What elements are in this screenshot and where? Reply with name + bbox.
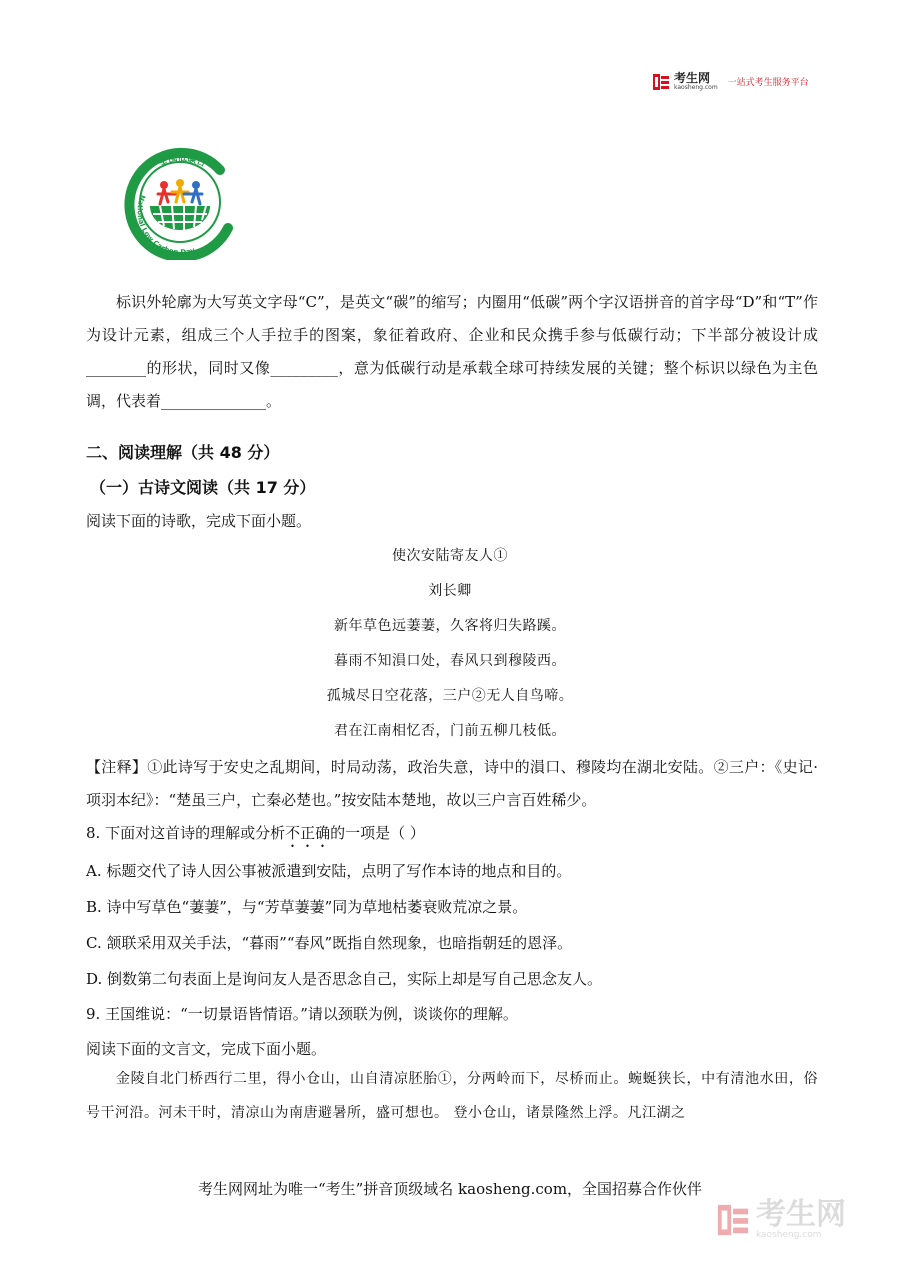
watermark-name: 考生网 — [756, 1197, 846, 1232]
poem-line: 暮雨不知溳口处，春风只到穆陵西。 — [334, 653, 566, 669]
brand-slogan: 一站式考生服务平台 — [727, 78, 809, 88]
watermark — [716, 1197, 846, 1240]
brand-domain: kaosheng.com — [674, 84, 718, 91]
question-8-prefix: 8. 下面对这首诗的理解或分析 — [86, 824, 286, 842]
emblem-description-paragraph: 标识外轮廓为大写英文字母“C”，是英文“碳”的缩写；内圈用“低碳”两个字汉语拼音的首字母“D”和“T”作为设计元素，组成三个人手拉手的图案，象征着政府、企业和民众携手参与低碳行动；下半部分被设计成________的形状，同时又像_________，意为低碳行动是承载全球可持续发展的关键；整个标识以绿色为主色调，代表着______________。 — [86, 293, 818, 410]
question-9: 9. 王国维说：“一切景语皆情语。”请以颈联为例，谈谈你的理解。 — [86, 1005, 518, 1023]
question-8-option-c: C. 颔联采用双关手法，“暮雨”“春风”既指自然现象，也暗指朝廷的恩泽。 — [86, 934, 573, 952]
question-8-option-b: B. 诗中写草色“萋萋”，与“芳草萋萋”同为草地枯萎衰败荒凉之景。 — [86, 898, 528, 916]
prose-instruction: 阅读下面的文言文，完成下面小题。 — [86, 1040, 327, 1058]
watermark-domain: kaosheng.com — [756, 1230, 822, 1240]
subsection-heading: （一）古诗文阅读（共 17 分） — [90, 478, 316, 497]
poem-author: 刘长卿 — [428, 583, 472, 599]
poem-instruction: 阅读下面的诗歌，完成下面小题。 — [86, 512, 312, 530]
watermark-logo-icon — [716, 1203, 750, 1237]
header-brand — [652, 72, 809, 91]
emblem-ring-text: National Low Carbon Day — [135, 193, 196, 257]
poem-line: 君在江南相忆否，门前五柳几枝低。 — [334, 723, 566, 739]
poem-title: 使次安陆寄友人① — [392, 548, 508, 564]
page-footer: 考生网网址为唯一“考生”拼音顶级域名 kaosheng.com，全国招募合作伙伴 — [197, 1180, 703, 1198]
question-8-option-d: D. 倒数第二句表面上是询问友人是否思念自己，实际上却是写自己思念友人。 — [86, 970, 603, 988]
poem-annotation: 【注释】①此诗写于安史之乱期间，时局动荡，政治失意，诗中的溳口、穆陵均在湖北安陆。②三户：《史记·项羽本纪》：“楚虽三户，亡秦必楚也。”按安陆本楚地，故以三户言百姓稀少。 — [86, 758, 818, 809]
question-8-suffix: 的一项是（ ） — [330, 824, 425, 842]
poem-line: 新年草色远萋萋，久客将归失路蹊。 — [334, 618, 566, 634]
section-heading: 二、阅读理解（共 48 分） — [86, 443, 280, 462]
brand-name: 考生网 — [674, 71, 711, 85]
question-8-stem — [86, 822, 425, 851]
question-8-emphasis: 不正确 — [285, 824, 331, 842]
low-carbon-day-emblem — [120, 140, 240, 260]
emblem-top-text: 全国低碳日 — [157, 154, 208, 170]
question-8-option-a: A. 标题交代了诗人因公事被派遣到安陆，点明了写作本诗的地点和目的。 — [86, 862, 572, 880]
kaosheng-logo-icon — [652, 73, 670, 91]
poem-line: 孤城尽日空花落，三户②无人自鸟啼。 — [326, 688, 574, 704]
prose-passage: 金陵自北门桥西行二里，得小仓山，山自清凉胚胎①，分两岭而下，尽桥而止。蜿蜒狭长，中有清池水田，俗号干河沿。河未干时，清凉山为南唐避暑所，盛可想也。 登小仓山，诸景隆然上浮。凡江湖之 — [86, 1071, 818, 1121]
